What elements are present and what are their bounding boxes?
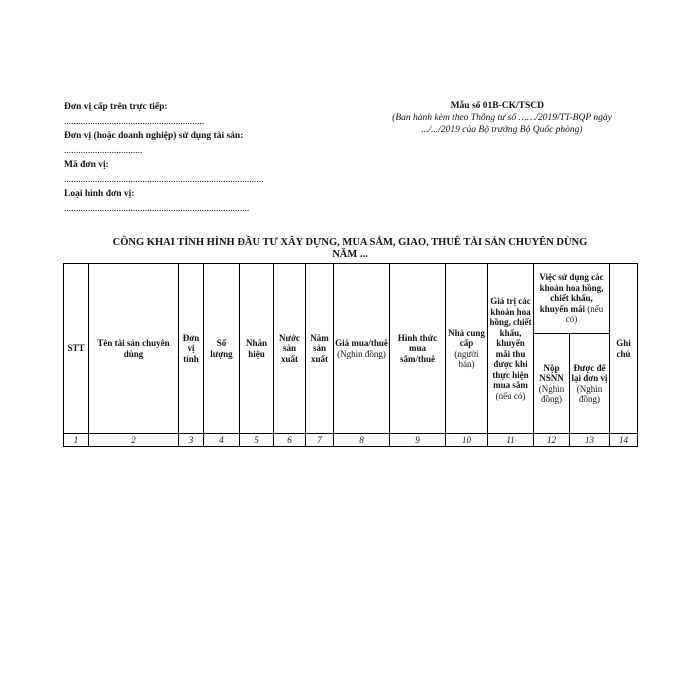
column-number: 14 [610,434,638,447]
superior-unit-label: Đơn vị cấp trên trực tiếp: [64,102,168,112]
column-number: 2 [89,434,179,447]
col-notes: Ghi chú [610,264,638,434]
col-asset-name: Tên tài sản chuyên dùng [89,264,179,434]
unit-type-label: Loại hình đơn vị: [64,189,135,199]
header-row-1 [64,264,638,334]
col-usage-group-label: Việc sử dụng các khoản hoa hồng, chiết khấu, khuyến mãi [539,272,604,314]
header-left [64,100,364,216]
col-supplier [446,264,488,434]
col-brand: Nhãn hiệu [240,264,274,434]
col-unit: Đơn vị tính [179,264,204,434]
column-number: 7 [306,434,334,447]
col-remit-label: Nộp NSNN [539,362,564,383]
column-number: 11 [488,434,534,447]
asset-disclosure-table [63,263,638,447]
col-supplier-note: (người bán) [454,348,479,369]
column-number: 8 [334,434,390,447]
col-remit [534,334,570,434]
column-number: 4 [204,434,240,447]
title-line-1: CÔNG KHAI TÌNH HÌNH ĐẦU TƯ XÂY DỰNG, MUA SẮM, GIAO, THUÊ TÀI SẢN CHUYÊN DÙNG [112,237,588,248]
column-number: 13 [570,434,610,447]
using-unit-label: Đơn vị (hoặc doanh nghiệp) sử dụng tài sản: [64,131,244,141]
column-number: 1 [64,434,89,447]
col-retained [570,334,610,434]
using-unit-dots: ................................. [64,145,143,156]
document-title [60,237,640,261]
col-discount-value-label: Giá trị các khoản hoa hồng, chiết khấu, khuyến mãi thu được khi thực hiện mua sắm [489,296,532,390]
col-price-unit: (Nghìn đồng) [337,348,386,359]
unit-code-dots: .................................................................................... [64,174,264,185]
column-number: 12 [534,434,570,447]
issued-line-2: .../.../2019 của Bộ trưởng Bộ Quốc phòng) [421,125,583,135]
col-price [334,264,390,434]
title-line-2: NĂM ... [332,249,368,260]
col-price-label: Giá mua/thuê [335,338,388,348]
superior-unit-dots: ........................................................... [64,116,205,127]
col-retained-label: Được để lại đơn vị [571,362,608,383]
col-discount-value [488,264,534,434]
col-quantity: Số lượng [204,264,240,434]
column-number: 6 [274,434,306,447]
column-number: 9 [390,434,446,447]
column-number: 5 [240,434,274,447]
header-right [368,100,636,136]
issued-line-1: (Ban hành kèm theo Thông tư số ……/2019/TT-BQP ngày [392,113,612,123]
col-retained-unit: (Nghìn đồng) [576,383,603,404]
form-number: Mẫu số 01B-CK/TSCD [450,101,544,111]
column-number-row [64,434,638,447]
col-supplier-label: Nhà cung cấp [448,327,485,348]
col-usage-group [534,264,610,334]
col-country: Nước sản xuất [274,264,306,434]
column-number: 10 [446,434,488,447]
col-remit-unit: (Nghìn đồng) [538,383,565,404]
col-year: Năm sản xuất [306,264,334,434]
col-method: Hình thức mua sắm/thuê [390,264,446,434]
unit-code-label: Mã đơn vị: [64,160,109,170]
unit-type-dots: .............................................................................. [64,203,250,214]
col-discount-value-note: (nếu có) [495,390,526,401]
col-stt: STT [64,264,89,434]
col-usage-group-note: (nếu có) [565,303,604,325]
column-number: 3 [179,434,204,447]
